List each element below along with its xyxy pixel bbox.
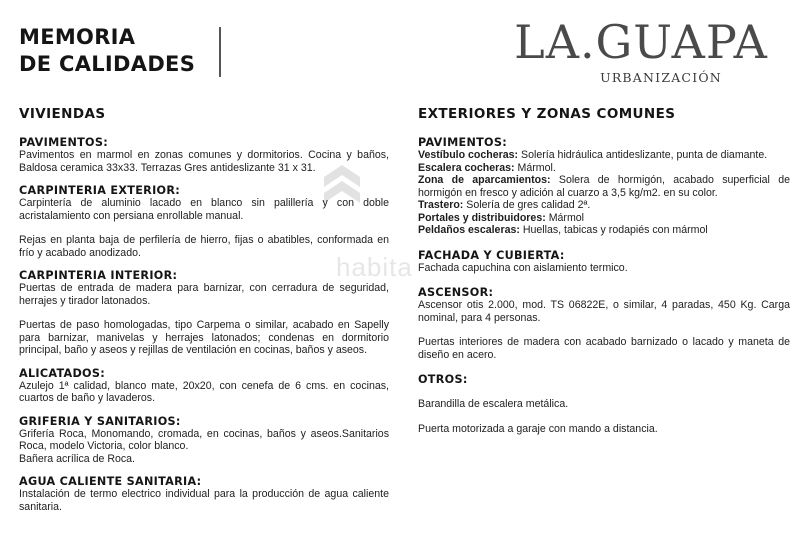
document-title bbox=[19, 24, 195, 78]
title-divider bbox=[219, 27, 221, 77]
section-heading: GRIFERIA Y SANITARIOS: bbox=[19, 414, 181, 428]
section-text: Puertas de paso homologadas, tipo Carpema o similar, acabado en Sapelly para barnizar, manivelas y herrajes latonados; condenas en dormitorio principal, baño y aseos y rejillas de ventilación en cocinas, baños y aseos. bbox=[19, 319, 389, 356]
pavimento-item: Zona de aparcamientos: Solera de hormigón, acabado superficial de hormigón en fresco y adición al cuarzo a 3,5 kg/m2. en su color. bbox=[418, 174, 790, 199]
section-pavimentos bbox=[19, 136, 389, 174]
exteriores-column bbox=[418, 106, 790, 435]
section-text: Bañera acrílica de Roca. bbox=[19, 452, 136, 465]
section-fachada bbox=[418, 249, 790, 275]
section-text: Puertas de entrada de madera para barnizar, con cerradura de seguridad, herrajes y tirador latonados. bbox=[19, 282, 389, 307]
watermark-text: habita bbox=[336, 252, 413, 282]
pavimento-item: Portales y distribuidores: Mármol bbox=[418, 211, 585, 224]
section-text: Rejas en planta baja de perfilería de hierro, fijas o abatibles, conformada en frío y acabado anodizado. bbox=[19, 234, 389, 259]
pavimento-item: Peldaños escaleras: Huellas, tabicas y rodapiés con mármol bbox=[418, 224, 708, 236]
section-heading: CARPINTERIA INTERIOR: bbox=[19, 269, 178, 282]
brand-name: LA.GUAPA bbox=[514, 15, 768, 69]
title-line-1: MEMORIA bbox=[19, 25, 136, 49]
section-heading: FACHADA Y CUBIERTA: bbox=[418, 248, 565, 262]
section-heading: ASCENSOR: bbox=[418, 286, 494, 299]
brand-subtitle: URBANIZACIÓN bbox=[600, 70, 722, 85]
section-carpinteria-exterior bbox=[19, 184, 389, 259]
section-text: Puerta motorizada a garaje con mando a distancia. bbox=[418, 422, 658, 435]
viviendas-title: VIVIENDAS bbox=[19, 106, 106, 122]
title-line-2: DE CALIDADES bbox=[19, 52, 196, 76]
exteriores-title: EXTERIORES Y ZONAS COMUNES bbox=[418, 106, 676, 122]
section-heading: ALICATADOS: bbox=[19, 366, 105, 380]
section-pavimentos-exteriores bbox=[418, 136, 790, 237]
section-heading: PAVIMENTOS: bbox=[418, 136, 508, 149]
pavimento-item: Escalera cocheras: Mármol. bbox=[418, 161, 556, 174]
section-heading: AGUA CALIENTE SANITARIA: bbox=[19, 475, 202, 488]
section-ascensor bbox=[418, 286, 790, 361]
section-text: Puertas interiores de madera con acabado barnizado o lacado y maneta de diseño en acero. bbox=[418, 336, 790, 361]
section-otros bbox=[418, 373, 790, 435]
section-text: Barandilla de escalera metálica. bbox=[418, 398, 569, 410]
section-text: Carpintería de aluminio lacado en blanco sin palillería y con doble acristalamiento con persiana enrollable manual. bbox=[19, 197, 389, 222]
section-alicatados bbox=[19, 367, 389, 405]
section-carpinteria-interior bbox=[19, 269, 389, 357]
section-text: Instalación de termo electrico individual para la producción de agua caliente sanitaria. bbox=[19, 488, 389, 513]
pavimento-item: Trastero: Solería de gres calidad 2ª. bbox=[418, 199, 591, 211]
viviendas-column bbox=[19, 106, 389, 513]
section-heading: OTROS: bbox=[418, 373, 468, 386]
pavimento-item: Vestíbulo cocheras: Solería hidráulica antideslizante, punta de diamante. bbox=[418, 149, 768, 161]
section-griferia bbox=[19, 415, 389, 466]
section-text: Ascensor otis 2.000, mod. TS 06822E, o similar, 4 paradas, 450 Kg. Carga nominal, para 4 personas. bbox=[418, 299, 790, 324]
section-text: Grifería Roca, Monomando, cromada, en cocinas, baños y aseos.Sanitarios Roca, modelo Victoria, color blanco. bbox=[19, 427, 389, 452]
brand-logo bbox=[500, 14, 782, 85]
section-text: Pavimentos en marmol en zonas comunes y dormitorios. Cocina y baños, Baldosa ceramica 33x33. Terrazas Gres antideslizante 31 x 31. bbox=[19, 149, 389, 174]
section-heading: CARPINTERIA EXTERIOR: bbox=[19, 184, 181, 197]
section-heading: PAVIMENTOS: bbox=[19, 136, 109, 149]
section-text: Fachada capuchina con aislamiento termico. bbox=[418, 261, 628, 274]
section-agua-caliente bbox=[19, 475, 389, 513]
section-text: Azulejo 1ª calidad, blanco mate, 20x20, con cenefa de 6 cms. en cocinas, cuartos de baño y lavaderos. bbox=[19, 379, 389, 404]
